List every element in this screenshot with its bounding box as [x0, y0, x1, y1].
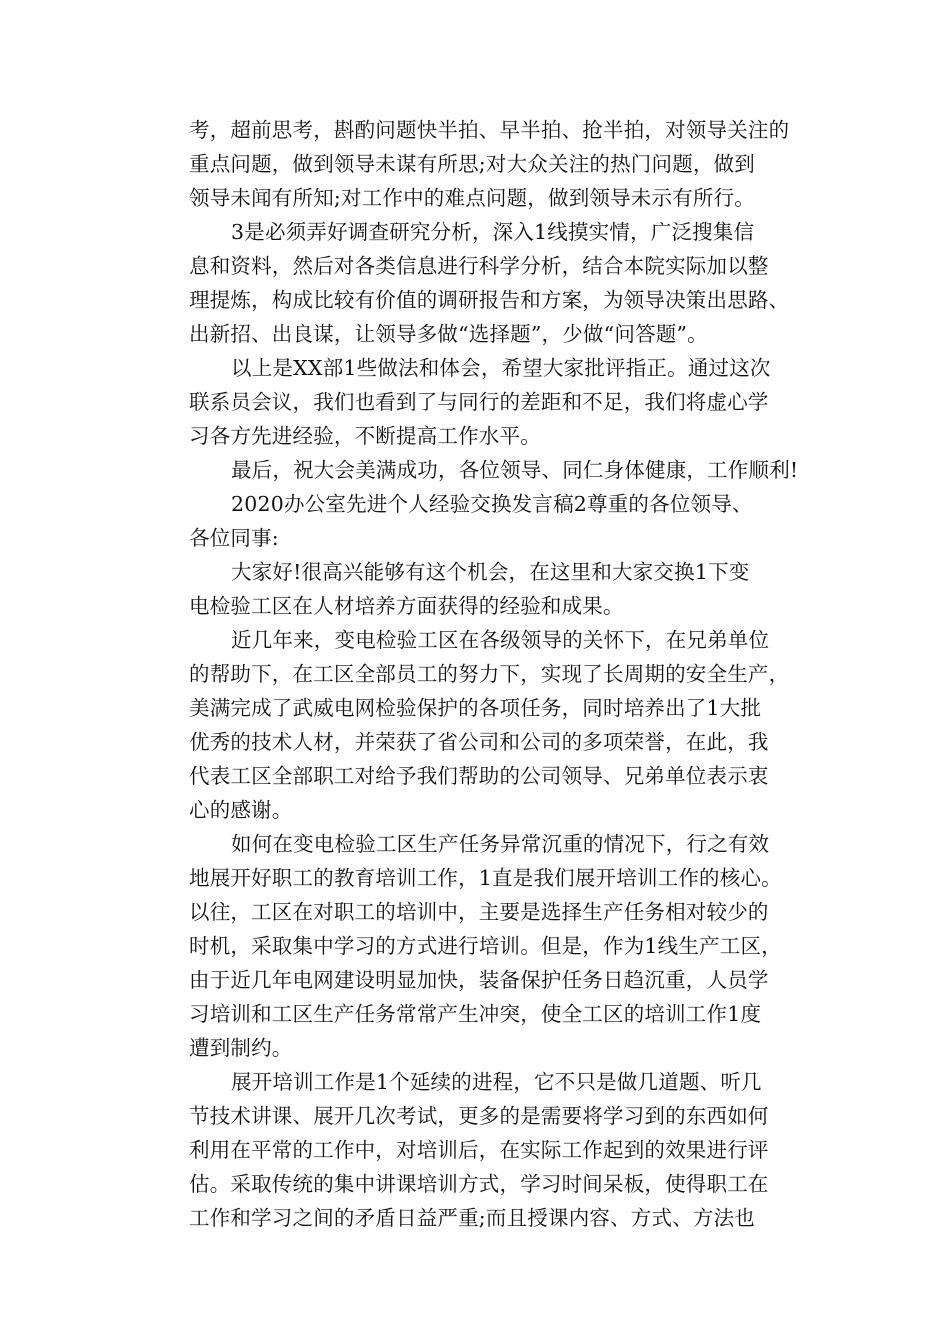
- text-line: 2020办公室先进个人经验交换发言稿2尊重的各位领导、: [231, 492, 753, 516]
- text-line: 以往，工区在对职工的培训中，主要是选择生产任务相对较少的: [189, 900, 769, 924]
- text-line: 近几年来，变电检验工区在各级领导的关怀下，在兄弟单位: [231, 628, 770, 652]
- text-line: 出新招、出良谋，让领导多做“选择题”，少做“问答题”。: [189, 322, 708, 346]
- text-line: 重点问题，做到领导未谋有所思;对大众关注的热门问题，做到: [189, 152, 756, 176]
- text-line: 3是必须弄好调查研究分析，深入1线摸实情，广泛搜集信: [231, 220, 755, 244]
- text-line: 展开培训工作是1个延续的进程，它不只是做几道题、听几: [231, 1070, 762, 1094]
- text-line: 利用在平常的工作中，对培训后，在实际工作起到的效果进行评: [189, 1138, 769, 1162]
- text-line: 美满完成了武威电网检验保护的各项任务，同时培养出了1大批: [189, 696, 762, 720]
- text-line: 如何在变电检验工区生产任务异常沉重的情况下，行之有效: [231, 832, 770, 856]
- text-line: 时机，采取集中学习的方式进行培训。但是，作为1线生产工区，: [189, 934, 782, 958]
- text-line: 联系员会议，我们也看到了与同行的差距和不足，我们将虚心学: [189, 390, 769, 414]
- text-line: 考，超前思考，斟酌问题快半拍、早半拍、抢半拍，对领导关注的: [189, 118, 790, 142]
- text-line: 优秀的技术人材，并荣获了省公司和公司的多项荣誉，在此，我: [189, 730, 769, 754]
- text-line: 最后，祝大会美满成功，各位领导、同仁身体健康，工作顺利!: [231, 458, 799, 482]
- text-line: 以上是XX部1些做法和体会，希望大家批评指正。通过这次: [231, 356, 771, 380]
- text-line: 遭到制约。: [189, 1036, 293, 1060]
- text-line: 各位同事:: [189, 526, 279, 550]
- text-line: 电检验工区在人材培养方面获得的经验和成果。: [189, 594, 624, 618]
- text-line: 心的感谢。: [189, 798, 293, 822]
- text-line: 息和资料，然后对各类信息进行科学分析，结合本院实际加以整: [189, 254, 769, 278]
- text-line: 领导未闻有所知;对工作中的难点问题，做到领导未示有所行。: [189, 186, 756, 210]
- text-line: 估。采取传统的集中讲课培训方式，学习时间呆板，使得职工在: [189, 1172, 769, 1196]
- text-line: 由于近几年电网建设明显加快，装备保护任务日趋沉重，人员学: [189, 968, 769, 992]
- text-line: 工作和学习之间的矛盾日益严重;而且授课内容、方式、方法也: [189, 1206, 756, 1230]
- text-line: 代表工区全部职工对给予我们帮助的公司领导、兄弟单位表示衷: [189, 764, 769, 788]
- text-line: 习培训和工区生产任务常常产生冲突，使全工区的培训工作1度: [189, 1002, 762, 1026]
- text-line: 的帮助下，在工区全部员工的努力下，实现了长周期的安全生产，: [189, 662, 790, 686]
- text-line: 习各方先进经验，不断提高工作水平。: [189, 424, 541, 448]
- text-line: 大家好!很高兴能够有这个机会，在这里和大家交换1下变: [231, 560, 750, 584]
- text-line: 理提炼，构成比较有价值的调研报告和方案，为领导决策出思路、: [189, 288, 790, 312]
- text-line: 节技术讲课、展开几次考试，更多的是需要将学习到的东西如何: [189, 1104, 769, 1128]
- document-body: [189, 113, 814, 1235]
- text-line: 地展开好职工的教育培训工作，1直是我们展开培训工作的核心。: [189, 866, 782, 890]
